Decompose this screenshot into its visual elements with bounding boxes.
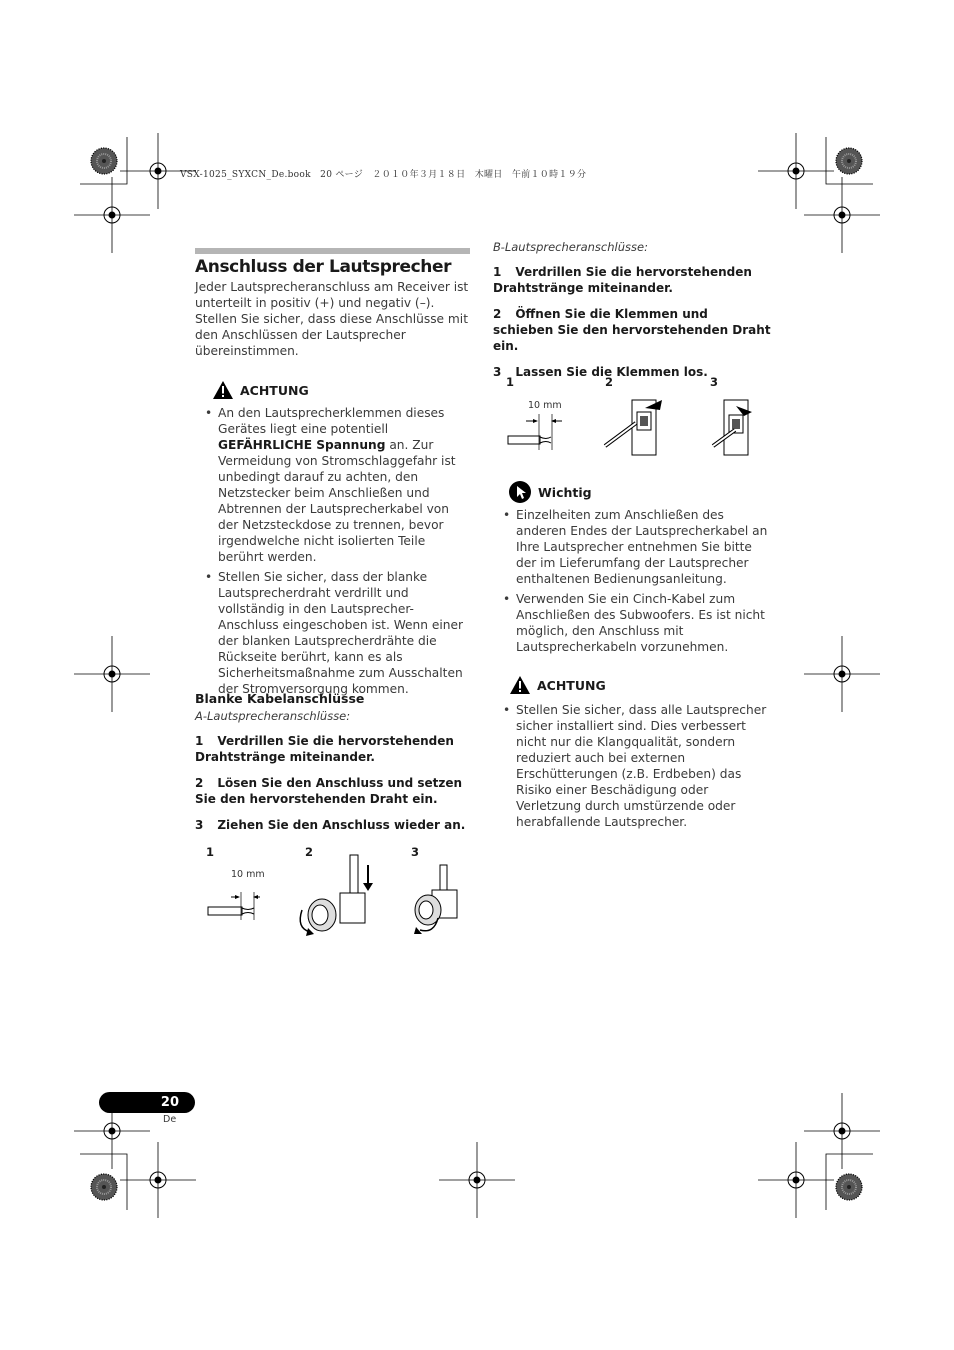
steps-left: [195, 733, 470, 842]
terminal-b-illustration: [500, 390, 770, 465]
bottom-left-star-mark: [91, 1174, 117, 1200]
top-right-star-mark: [836, 148, 862, 174]
step-3: 3 Lassen Sie die Klemmen los.: [493, 365, 708, 379]
top-left-star-mark: [91, 148, 117, 174]
fig-b-label-1: 1: [506, 375, 515, 389]
caution-list-left: [196, 405, 472, 701]
fig-b-label-3: 3: [710, 375, 719, 389]
b-speaker-label: B-Lautsprecheranschlüsse:: [493, 240, 648, 254]
steps-right: [493, 264, 771, 389]
caution-label: ACHTUNG: [537, 677, 606, 693]
a-speaker-label: A-Lautsprecheranschlüsse:: [195, 709, 351, 723]
terminal-a-illustration: [200, 850, 475, 940]
fig-b-measure: 10 mm: [528, 400, 562, 411]
section-bar: [195, 248, 470, 254]
bottom-right-star-mark: [836, 1174, 862, 1200]
subheading-bare-wire: Blanke Kabelanschlüsse: [195, 691, 365, 706]
caution-list-right: [494, 702, 769, 834]
fig-a-label-2: 2: [305, 845, 314, 859]
step-1: 1 Verdrillen Sie die hervorstehenden Drahtstränge miteinander.: [195, 734, 454, 764]
note-heading: [508, 480, 592, 504]
warning-icon: [212, 380, 234, 400]
step-2: 2 Lösen Sie den Anschluss und setzen Sie den hervorstehenden Draht ein.: [195, 776, 463, 806]
fig-a-measure: 10 mm: [231, 869, 265, 880]
caution-label: ACHTUNG: [240, 382, 309, 398]
list-item: • Einzelheiten zum Anschließen des anderen Endes der Lautsprecherkabel an Ihre Lautsprecher entnehmen Sie bitte der im Lieferumfang der Lautsprecher enthaltenen Bedienungsanleitung.: [494, 507, 769, 587]
section-title: Anschluss der Lautsprecher: [195, 257, 452, 277]
step-3: 3 Ziehen Sie den Anschluss wieder an.: [195, 818, 466, 832]
fig-a-label-1: 1: [206, 845, 215, 859]
list-item: • Stellen Sie sicher, dass alle Lautsprecher sicher installiert sind. Dies verbessert nicht nur die Klangqualität, sondern reduziert auch bei externen Erschütterungen (z.B. Erdbeben) das Risiko einer Beschädigung oder Verletzung durch umstürzende oder herabfallende Lautsprecher.: [494, 702, 769, 830]
intro-paragraph: Jeder Lautsprecheranschluss am Receiver ist unterteilt in positiv (+) und negativ (–). Stellen Sie sicher, dass diese Anschlüsse mit den Anschlüssen der Lautsprecher übereinstimmen.: [195, 280, 469, 358]
page-language: De: [163, 1114, 177, 1125]
list-item: • Verwenden Sie ein Cinch-Kabel zum Anschließen des Subwoofers. Es ist nicht möglich, den Anschluss mit Lautsprecherkabeln vorzunehmen.: [494, 591, 769, 655]
step-2: 2 Öffnen Sie die Klemmen und schieben Sie den hervorstehenden Draht ein.: [493, 307, 771, 353]
list-item: • Stellen Sie sicher, dass der blanke Lautsprecherdraht verdrillt und vollständig in den Lautsprecher-Anschluss eingeschoben ist. Wenn einer der blanken Lautsprecherdrähte die Rückseite berührt, kann es als Sicherheitsmaßnahme zum Ausschalten der Stromversorgung kommen.: [196, 569, 472, 697]
list-item: • An den Lautsprecherklemmen dieses Gerätes liegt eine potentiell GEFÄHRLICHE Spannung an. Zur Vermeidung von Stromschlaggefahr ist unbedingt darauf zu achten, den Netzstecker beim Anschließen und Abtrennen der Lautsprecherkabel von der Netzsteckdose zu trennen, bevor irgendwelche nicht isolierten Teile berührt werden.: [196, 405, 472, 565]
note-pointer-icon: [508, 480, 532, 504]
fig-a-label-3: 3: [411, 845, 420, 859]
note-list: [494, 507, 769, 659]
caution-heading-right: [509, 675, 606, 695]
fig-b-label-2: 2: [605, 375, 614, 389]
step-1: 1 Verdrillen Sie die hervorstehenden Drahtstränge miteinander.: [493, 265, 752, 295]
print-file-info: VSX-1025_SYXCN_De.book 20 ページ ２０１０年３月１８日 木曜日 午前１０時１９分: [180, 170, 587, 180]
caution-heading-left: [212, 380, 309, 400]
page-number-tab: 20: [99, 1092, 195, 1113]
note-label: Wichtig: [538, 484, 592, 500]
warning-icon: [509, 675, 531, 695]
